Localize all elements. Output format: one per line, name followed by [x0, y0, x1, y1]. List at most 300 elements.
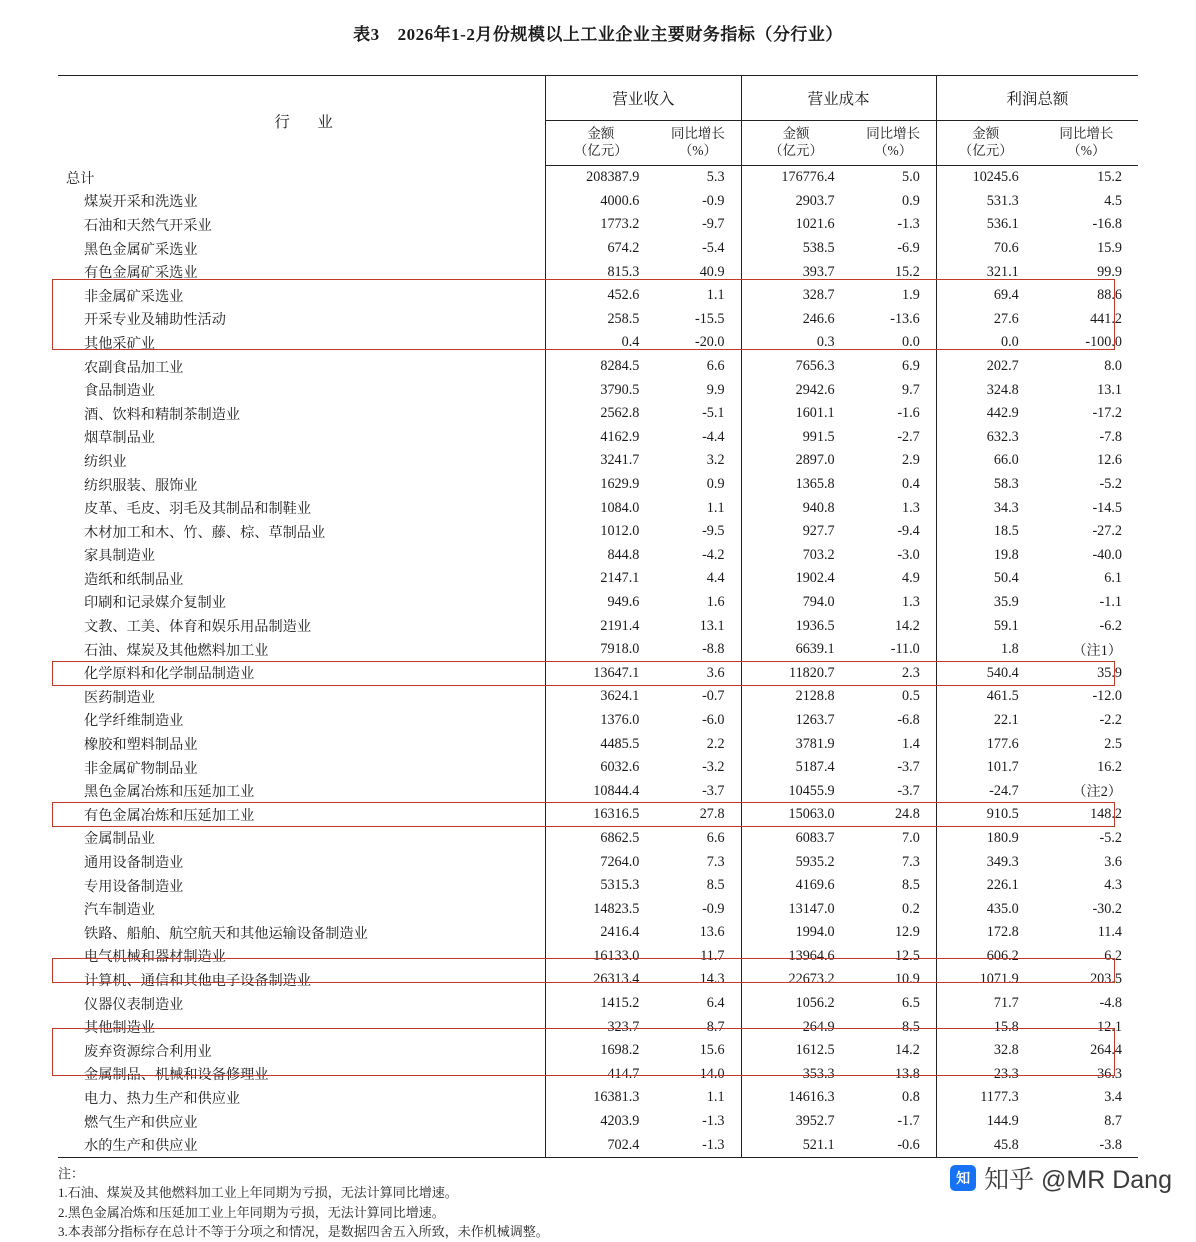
row-profit-amount: 18.5: [936, 520, 1034, 544]
table-row: [58, 1063, 1138, 1087]
row-cost-amount: 264.9: [741, 1015, 851, 1039]
row-revenue-amount: 1012.0: [546, 520, 656, 544]
row-cost-growth: 5.0: [902, 169, 920, 186]
row-revenue-growth: -4.2: [702, 546, 725, 563]
row-cost-growth: 8.5: [902, 877, 920, 894]
row-profit-growth: （注1）: [1072, 642, 1122, 659]
row-revenue-amount: 14823.5: [546, 897, 656, 921]
row-profit-amount: 461.5: [936, 685, 1034, 709]
row-industry-name: 水的生产和供应业: [58, 1133, 546, 1157]
row-revenue-amount: 208387.9: [546, 166, 656, 190]
row-cost-amount: 1365.8: [741, 473, 851, 497]
row-profit-growth: 12.6: [1097, 452, 1122, 469]
row-profit-amount: 22.1: [936, 709, 1034, 733]
row-cost-growth: 14.2: [894, 617, 920, 634]
table-row: [58, 968, 1138, 992]
row-cost-amount: 1902.4: [741, 567, 851, 591]
row-cost-growth: 12.9: [894, 924, 920, 941]
row-revenue-growth: 13.6: [699, 924, 725, 941]
row-revenue-amount: 1415.2: [546, 992, 656, 1016]
row-profit-growth: 3.6: [1104, 853, 1122, 870]
row-industry-name: 农副食品加工业: [84, 359, 184, 376]
row-revenue-amount: 16133.0: [546, 945, 656, 969]
row-profit-growth: -4.8: [1099, 995, 1122, 1012]
row-cost-growth: -3.7: [897, 782, 920, 799]
row-industry-name: 纺织业: [84, 453, 127, 470]
row-industry-name: 酒、饮料和精制茶制造业: [84, 406, 241, 423]
row-revenue-amount: 26313.4: [546, 968, 656, 992]
row-profit-amount: 32.8: [936, 1039, 1034, 1063]
row-cost-amount: 10455.9: [741, 779, 851, 803]
row-revenue-growth: 9.9: [706, 381, 725, 398]
row-revenue-amount: 949.6: [546, 591, 656, 615]
table-row: [58, 591, 1138, 615]
row-profit-growth: 12.1: [1097, 1018, 1122, 1035]
row-revenue-growth: -8.8: [702, 641, 725, 658]
row-revenue-growth: -3.2: [702, 759, 725, 776]
row-industry-name: 黑色金属矿采选业: [84, 241, 198, 258]
row-cost-growth: 7.0: [902, 829, 920, 846]
row-industry-name: 金属制品业: [84, 831, 155, 848]
row-revenue-growth: 1.1: [706, 287, 725, 304]
row-revenue-growth: -6.0: [702, 711, 725, 728]
row-cost-amount: 1021.6: [741, 213, 851, 237]
row-profit-growth: 15.2: [1097, 169, 1122, 186]
row-industry-name: 黑色金属冶炼和压延加工业: [84, 784, 255, 801]
row-profit-amount: 910.5: [936, 803, 1034, 827]
row-revenue-growth: 1.1: [706, 1089, 725, 1106]
row-cost-growth: 13.8: [894, 1065, 920, 1082]
row-profit-growth: -1.1: [1099, 593, 1122, 610]
row-revenue-growth: 40.9: [699, 263, 725, 280]
row-revenue-amount: 4203.9: [546, 1110, 656, 1134]
table-row: [58, 874, 1138, 898]
table-header-group-row: [58, 76, 1138, 121]
row-profit-growth: 36.3: [1097, 1065, 1122, 1082]
row-profit-growth: -6.2: [1099, 617, 1122, 634]
title-text: 2026年1-2月份规模以上工业企业主要财务指标（分行业）: [397, 25, 843, 44]
row-industry-name: 家具制造业: [84, 548, 155, 565]
row-profit-amount: -24.7: [936, 779, 1034, 803]
notes-heading: 注：: [58, 1165, 85, 1181]
row-cost-growth: 1.3: [902, 499, 920, 516]
row-profit-amount: 45.8: [936, 1133, 1034, 1157]
table-row: [58, 921, 1138, 945]
row-cost-growth: -1.6: [897, 405, 920, 422]
row-profit-growth: 11.4: [1097, 924, 1122, 941]
row-profit-growth: 35.9: [1097, 664, 1122, 681]
row-profit-growth: -100.0: [1085, 334, 1122, 351]
row-revenue-growth: 14.3: [699, 971, 725, 988]
row-profit-growth: -17.2: [1092, 405, 1122, 422]
row-profit-growth: 8.0: [1104, 358, 1122, 375]
row-revenue-amount: 7918.0: [546, 638, 656, 662]
row-revenue-amount: 4485.5: [546, 732, 656, 756]
row-profit-amount: 349.3: [936, 850, 1034, 874]
table-row: [58, 331, 1138, 355]
table-row: [58, 1015, 1138, 1039]
table-row: [58, 1133, 1138, 1157]
row-profit-amount: 324.8: [936, 378, 1034, 402]
row-revenue-growth: -5.1: [702, 405, 725, 422]
table-row: [58, 426, 1138, 450]
table-row: [58, 496, 1138, 520]
row-profit-growth: （注2）: [1072, 784, 1122, 801]
row-profit-growth: -7.8: [1099, 428, 1122, 445]
row-revenue-amount: 16381.3: [546, 1086, 656, 1110]
row-cost-growth: 6.9: [902, 358, 920, 375]
note-item: 2.黑色金属冶炼和压延加工业上年同期为亏损，无法计算同比增速。: [58, 1204, 445, 1220]
row-profit-amount: 321.1: [936, 260, 1034, 284]
row-revenue-amount: 1084.0: [546, 496, 656, 520]
row-profit-amount: 70.6: [936, 237, 1034, 261]
row-industry-name: 通用设备制造业: [84, 855, 184, 872]
row-revenue-amount: 1773.2: [546, 213, 656, 237]
row-profit-growth: 441.2: [1090, 310, 1122, 327]
row-revenue-amount: 414.7: [546, 1063, 656, 1087]
row-industry-name: 烟草制品业: [84, 430, 155, 447]
row-cost-amount: 940.8: [741, 496, 851, 520]
row-cost-growth: 12.5: [894, 947, 920, 964]
watermark-text: 知乎 @MR Dang: [984, 1166, 1172, 1194]
row-profit-growth: 4.3: [1104, 877, 1122, 894]
row-industry-name: 非金属矿物制品业: [84, 760, 198, 777]
header-profit-growth: 同比增长 （%）: [1035, 121, 1138, 166]
row-profit-growth: 99.9: [1097, 263, 1122, 280]
row-cost-growth: 0.2: [902, 900, 920, 917]
row-industry-name: 印刷和记录媒介复制业: [84, 595, 226, 612]
row-profit-amount: 27.6: [936, 308, 1034, 332]
row-industry-name: 纺织服装、服饰业: [84, 477, 198, 494]
row-profit-amount: 71.7: [936, 992, 1034, 1016]
row-revenue-growth: 6.6: [706, 829, 725, 846]
row-industry-name: 木材加工和木、竹、藤、棕、草制品业: [84, 524, 326, 541]
row-cost-amount: 6639.1: [741, 638, 851, 662]
row-profit-amount: 606.2: [936, 945, 1034, 969]
row-cost-growth: -9.4: [897, 523, 920, 540]
row-revenue-amount: 702.4: [546, 1133, 656, 1157]
row-revenue-amount: 258.5: [546, 308, 656, 332]
row-industry-name: 石油和天然气开采业: [84, 217, 212, 234]
table-row: [58, 308, 1138, 332]
row-cost-amount: 13964.6: [741, 945, 851, 969]
row-revenue-growth: -0.7: [702, 688, 725, 705]
row-revenue-amount: 8284.5: [546, 355, 656, 379]
row-profit-amount: 58.3: [936, 473, 1034, 497]
row-revenue-amount: 16316.5: [546, 803, 656, 827]
table-row: [58, 355, 1138, 379]
row-revenue-amount: 2191.4: [546, 614, 656, 638]
row-profit-amount: 202.7: [936, 355, 1034, 379]
row-cost-amount: 13147.0: [741, 897, 851, 921]
table-row: [58, 402, 1138, 426]
row-profit-growth: 203.5: [1090, 971, 1122, 988]
table-row: [58, 1039, 1138, 1063]
row-revenue-growth: 13.1: [699, 617, 725, 634]
header-industry: 行 业: [58, 76, 546, 166]
row-revenue-amount: 844.8: [546, 544, 656, 568]
row-revenue-amount: 7264.0: [546, 850, 656, 874]
row-revenue-growth: -20.0: [694, 334, 725, 351]
row-revenue-growth: -0.9: [702, 900, 725, 917]
row-revenue-growth: 8.5: [706, 877, 725, 894]
table-row: [58, 260, 1138, 284]
row-cost-amount: 0.3: [741, 331, 851, 355]
table-row: [58, 1086, 1138, 1110]
table-row: [58, 520, 1138, 544]
row-revenue-amount: 815.3: [546, 260, 656, 284]
row-profit-amount: 632.3: [936, 426, 1034, 450]
row-industry-name: 仪器仪表制造业: [84, 996, 184, 1013]
row-cost-amount: 14616.3: [741, 1086, 851, 1110]
row-cost-growth: 8.5: [902, 1018, 920, 1035]
row-revenue-growth: 2.2: [706, 735, 725, 752]
row-profit-amount: 1.8: [936, 638, 1034, 662]
row-cost-amount: 15063.0: [741, 803, 851, 827]
row-cost-amount: 538.5: [741, 237, 851, 261]
row-industry-name: 其他制造业: [84, 1020, 155, 1037]
row-profit-amount: 101.7: [936, 756, 1034, 780]
table-row: [58, 756, 1138, 780]
row-profit-growth: 3.4: [1104, 1089, 1122, 1106]
table-row: [58, 638, 1138, 662]
row-cost-growth: -6.8: [897, 711, 920, 728]
row-profit-amount: 19.8: [936, 544, 1034, 568]
row-cost-amount: 328.7: [741, 284, 851, 308]
row-cost-growth: 1.4: [902, 735, 920, 752]
row-cost-amount: 11820.7: [741, 661, 851, 685]
row-profit-growth: 4.5: [1104, 192, 1122, 209]
row-profit-amount: 1177.3: [936, 1086, 1034, 1110]
row-industry-name: 开采专业及辅助性活动: [84, 312, 226, 329]
table-row: [58, 237, 1138, 261]
row-profit-growth: -30.2: [1092, 900, 1122, 917]
row-revenue-amount: 4162.9: [546, 426, 656, 450]
row-profit-growth: -14.5: [1092, 499, 1122, 516]
row-profit-growth: -16.8: [1092, 216, 1122, 233]
row-profit-growth: 13.1: [1097, 381, 1122, 398]
watermark: [950, 1160, 1172, 1196]
row-cost-growth: -2.7: [897, 428, 920, 445]
row-cost-growth: 14.2: [894, 1042, 920, 1059]
row-revenue-amount: 3241.7: [546, 449, 656, 473]
row-cost-growth: 4.9: [902, 570, 920, 587]
row-cost-amount: 246.6: [741, 308, 851, 332]
header-profit-amount: 金额 （亿元）: [936, 121, 1034, 166]
row-profit-amount: 536.1: [936, 213, 1034, 237]
row-cost-growth: 7.3: [902, 853, 920, 870]
row-profit-amount: 435.0: [936, 897, 1034, 921]
row-cost-amount: 5187.4: [741, 756, 851, 780]
row-cost-amount: 2897.0: [741, 449, 851, 473]
row-revenue-amount: 1698.2: [546, 1039, 656, 1063]
row-revenue-growth: 8.7: [706, 1018, 725, 1035]
header-revenue-growth: 同比增长 （%）: [655, 121, 741, 166]
table-body: [58, 166, 1138, 1158]
row-cost-growth: 2.3: [902, 664, 920, 681]
row-cost-growth: -11.0: [890, 641, 920, 658]
row-cost-growth: -3.0: [897, 546, 920, 563]
table-row: [58, 284, 1138, 308]
row-profit-amount: 50.4: [936, 567, 1034, 591]
row-profit-growth: 6.1: [1104, 570, 1122, 587]
row-profit-amount: 540.4: [936, 661, 1034, 685]
row-cost-amount: 5935.2: [741, 850, 851, 874]
row-profit-amount: 1071.9: [936, 968, 1034, 992]
row-cost-amount: 3952.7: [741, 1110, 851, 1134]
row-revenue-amount: 6862.5: [546, 827, 656, 851]
row-revenue-amount: 0.4: [546, 331, 656, 355]
row-revenue-amount: 2416.4: [546, 921, 656, 945]
row-industry-name: 皮革、毛皮、羽毛及其制品和制鞋业: [84, 501, 312, 518]
row-revenue-amount: 10844.4: [546, 779, 656, 803]
row-cost-growth: -1.7: [897, 1113, 920, 1130]
row-revenue-amount: 13647.1: [546, 661, 656, 685]
row-cost-amount: 1056.2: [741, 992, 851, 1016]
row-revenue-growth: 1.1: [706, 499, 725, 516]
row-cost-amount: 991.5: [741, 426, 851, 450]
header-cost-amount: 金额 （亿元）: [741, 121, 851, 166]
row-industry-name: 煤炭开采和洗选业: [84, 194, 198, 211]
row-industry-name: 电气机械和器材制造业: [84, 949, 226, 966]
row-industry-name: 食品制造业: [84, 383, 155, 400]
row-cost-amount: 521.1: [741, 1133, 851, 1157]
row-cost-amount: 2128.8: [741, 685, 851, 709]
row-cost-amount: 927.7: [741, 520, 851, 544]
row-industry-name: 非金属矿采选业: [84, 288, 184, 305]
row-cost-amount: 1601.1: [741, 402, 851, 426]
row-revenue-growth: 1.6: [706, 593, 725, 610]
row-industry-name: 专用设备制造业: [84, 878, 184, 895]
table-row: [58, 661, 1138, 685]
row-profit-amount: 66.0: [936, 449, 1034, 473]
row-revenue-growth: -9.7: [702, 216, 725, 233]
row-profit-amount: 177.6: [936, 732, 1034, 756]
row-revenue-growth: 11.7: [700, 947, 725, 964]
table-row: [58, 732, 1138, 756]
table-row: [58, 473, 1138, 497]
row-industry-name: 燃气生产和供应业: [84, 1114, 198, 1131]
row-revenue-growth: -0.9: [702, 192, 725, 209]
row-cost-amount: 1994.0: [741, 921, 851, 945]
row-cost-growth: -0.6: [851, 1133, 937, 1157]
row-revenue-amount: 2147.1: [546, 567, 656, 591]
row-profit-amount: 23.3: [936, 1063, 1034, 1087]
row-profit-growth: -5.2: [1099, 476, 1122, 493]
table-row: [58, 544, 1138, 568]
row-profit-growth: -27.2: [1092, 523, 1122, 540]
row-cost-growth: 24.8: [894, 806, 920, 823]
row-cost-amount: 393.7: [741, 260, 851, 284]
row-cost-growth: 0.8: [902, 1089, 920, 1106]
row-revenue-growth: -3.7: [702, 782, 725, 799]
table-row: [58, 190, 1138, 214]
row-industry-name: 有色金属冶炼和压延加工业: [84, 807, 255, 824]
header-revenue-amount: 金额 （亿元）: [546, 121, 656, 166]
row-revenue-amount: 323.7: [546, 1015, 656, 1039]
row-industry-name: 汽车制造业: [84, 902, 155, 919]
table-row: [58, 614, 1138, 638]
row-profit-amount: 180.9: [936, 827, 1034, 851]
row-industry-name: 造纸和纸制品业: [84, 571, 184, 588]
row-cost-amount: 1263.7: [741, 709, 851, 733]
row-revenue-growth: -5.4: [702, 240, 725, 257]
row-revenue-growth: 0.9: [706, 476, 725, 493]
row-profit-amount: 59.1: [936, 614, 1034, 638]
row-cost-growth: 0.0: [902, 334, 920, 351]
row-revenue-amount: 5315.3: [546, 874, 656, 898]
row-industry-name: 电力、热力生产和供应业: [84, 1090, 241, 1107]
row-profit-amount: 15.8: [936, 1015, 1034, 1039]
row-revenue-amount: 2562.8: [546, 402, 656, 426]
row-cost-growth: -1.3: [897, 216, 920, 233]
table-row: [58, 992, 1138, 1016]
row-revenue-amount: 452.6: [546, 284, 656, 308]
row-profit-amount: 10245.6: [936, 166, 1034, 190]
table-row: [58, 945, 1138, 969]
row-revenue-amount: 3624.1: [546, 685, 656, 709]
header-cost-growth: 同比增长 （%）: [851, 121, 937, 166]
row-profit-amount: 531.3: [936, 190, 1034, 214]
row-industry-name: 化学纤维制造业: [84, 713, 184, 730]
row-revenue-amount: 1629.9: [546, 473, 656, 497]
row-industry-name: 文教、工美、体育和娱乐用品制造业: [84, 619, 312, 636]
row-revenue-growth: 7.3: [706, 853, 725, 870]
table-row: [58, 709, 1138, 733]
row-revenue-growth: -15.5: [694, 310, 725, 327]
row-profit-amount: 226.1: [936, 874, 1034, 898]
row-cost-growth: 0.4: [902, 476, 920, 493]
row-revenue-growth: 6.4: [706, 995, 725, 1012]
table-row: [58, 567, 1138, 591]
row-cost-growth: 15.2: [894, 263, 920, 280]
row-profit-amount: 69.4: [936, 284, 1034, 308]
row-revenue-growth: 14.0: [699, 1065, 725, 1082]
row-cost-growth: 6.5: [902, 995, 920, 1012]
row-revenue-amount: 3790.5: [546, 378, 656, 402]
row-cost-amount: 22673.2: [741, 968, 851, 992]
row-cost-amount: 4169.6: [741, 874, 851, 898]
row-profit-growth: -5.2: [1099, 829, 1122, 846]
row-cost-growth: -3.7: [897, 759, 920, 776]
table-row: [58, 803, 1138, 827]
row-revenue-growth: 6.6: [706, 358, 725, 375]
header-group-revenue: 营业收入: [546, 76, 741, 121]
table-row: [58, 897, 1138, 921]
row-profit-growth: -3.8: [1035, 1133, 1138, 1157]
row-cost-growth: 9.7: [902, 381, 920, 398]
row-industry-name: 计算机、通信和其他电子设备制造业: [84, 972, 312, 989]
row-cost-amount: 353.3: [741, 1063, 851, 1087]
row-cost-amount: 2942.6: [741, 378, 851, 402]
row-cost-amount: 1936.5: [741, 614, 851, 638]
row-revenue-growth: 3.6: [706, 664, 725, 681]
row-industry-name: 橡胶和塑料制品业: [84, 737, 198, 754]
note-item: 3.本表部分指标存在总计不等于分项之和情况，是数据四舍五入所致，未作机械调整。: [58, 1224, 549, 1240]
row-cost-growth: 2.9: [902, 452, 920, 469]
row-revenue-growth: 5.3: [706, 169, 725, 186]
table-row: [58, 378, 1138, 402]
row-cost-growth: -6.9: [897, 240, 920, 257]
table-row: [58, 779, 1138, 803]
row-revenue-amount: 1376.0: [546, 709, 656, 733]
row-profit-amount: 442.9: [936, 402, 1034, 426]
row-cost-amount: 176776.4: [741, 166, 851, 190]
row-revenue-growth: 4.4: [706, 570, 725, 587]
row-profit-growth: 15.9: [1097, 240, 1122, 257]
table-row: [58, 449, 1138, 473]
row-revenue-growth: 27.8: [699, 806, 725, 823]
